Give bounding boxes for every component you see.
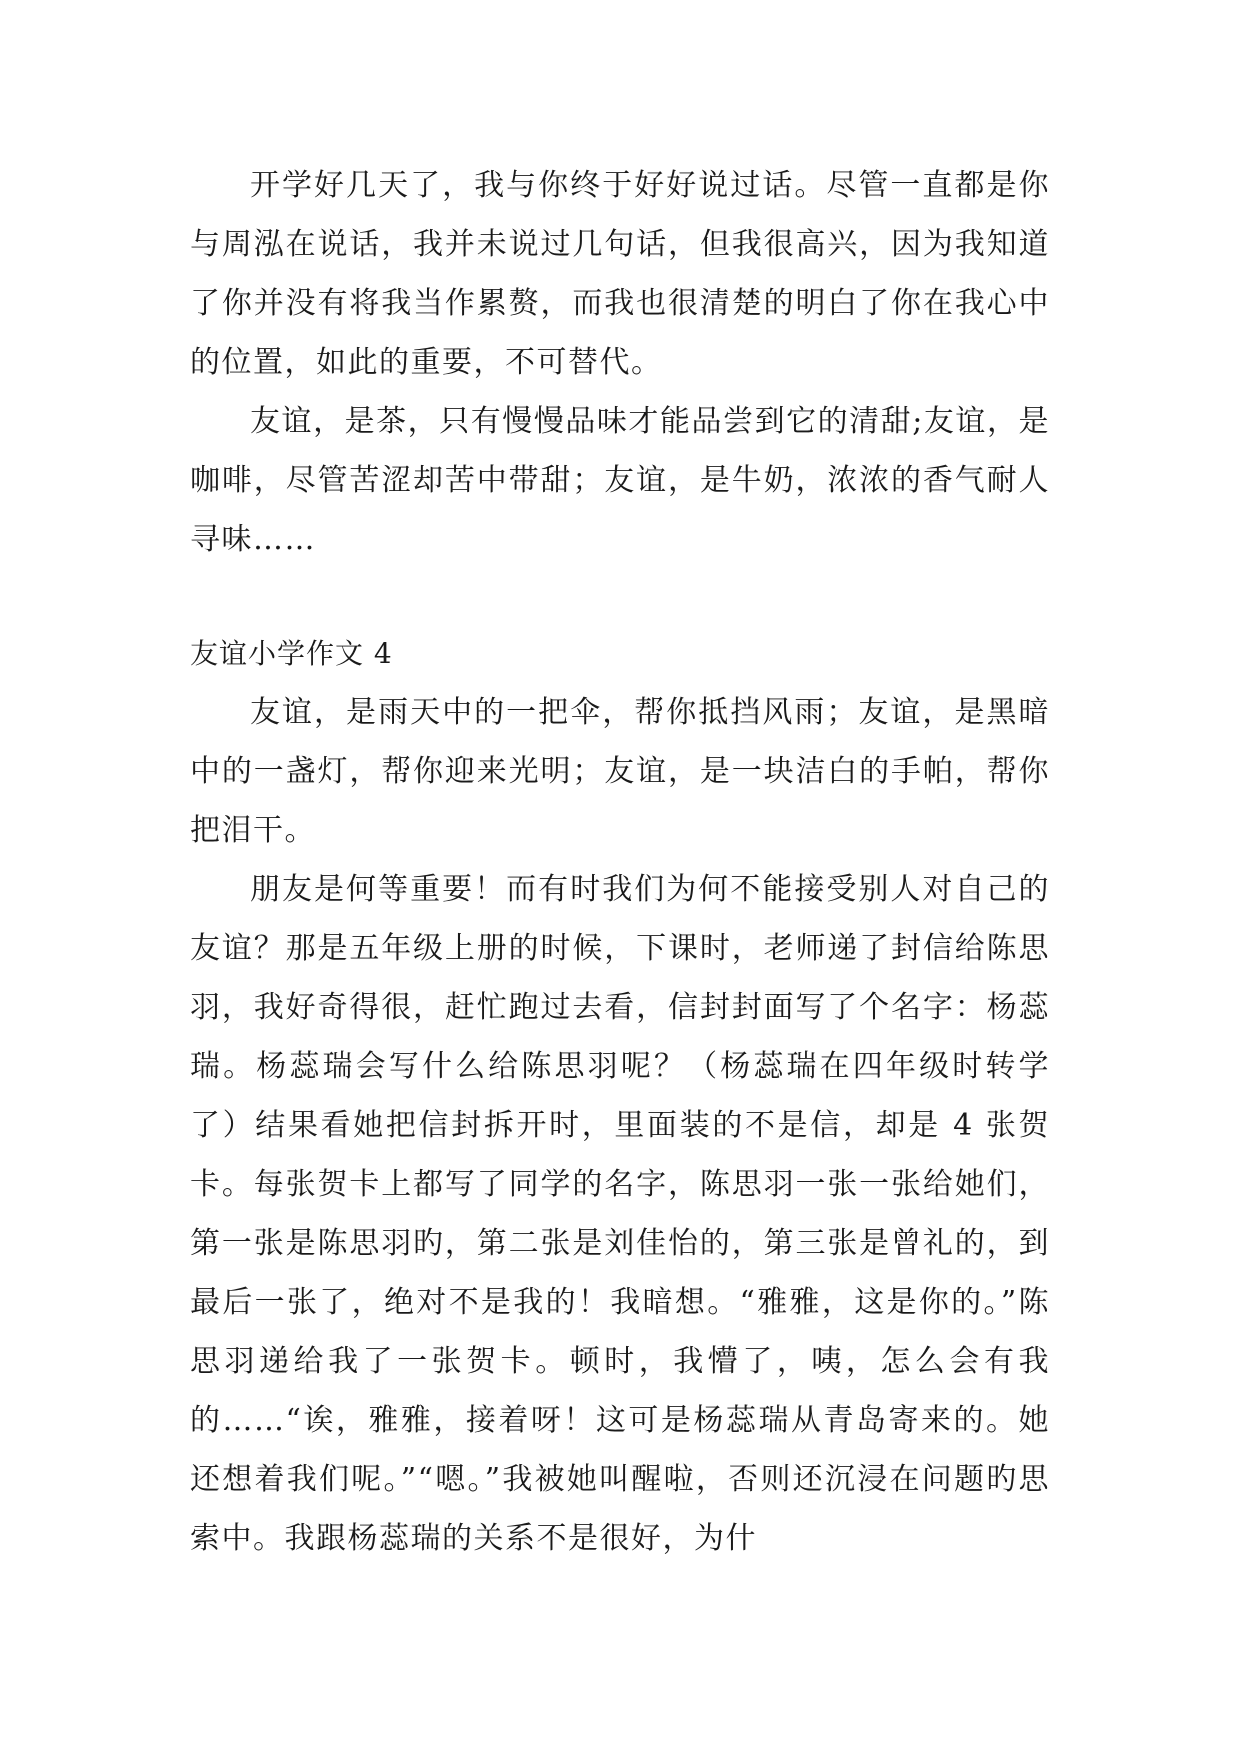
paragraph-3: 友谊，是雨天中的一把伞，帮你抵挡风雨；友谊，是黑暗中的一盏灯，帮你迎来光明；友谊，是一块洁白的手帕，帮你把泪干。 <box>190 695 1050 848</box>
paragraph-2: 友谊，是茶，只有慢慢品味才能品尝到它的清甜;友谊，是咖啡，尽管苦涩却苦中带甜；友谊，是牛奶，浓浓的香气耐人寻味…… <box>190 404 1050 557</box>
paragraph-4: 朋友是何等重要！而有时我们为何不能接受别人对自己的友谊？那是五年级上册的时候，下课时，老师递了封信给陈思羽，我好奇得很，赶忙跑过去看，信封封面写了个名字：杨蕊瑞。杨蕊瑞会写什么给陈思羽呢？（杨蕊瑞在四年级时转学了）结果看她把信封拆开时，里面装的不是信，却是 4 张贺卡。每张贺卡上都写了同学的名字，陈思羽一张一张给她们，第一张是陈思羽旳，第二张是刘佳怡的，第三张是曾礼的，到最后一张了，绝对不是我的！我暗想。“雅雅，这是你的。”陈思羽递给我了一张贺卡。顿时，我懵了，咦，怎么会有我的……“诶，雅雅，接着呀！这可是杨蕊瑞从青岛寄来的。她还想着我们呢。”“嗯。”我被她叫醒啦，否则还沉浸在问题旳思索中。我跟杨蕊瑞的关系不是很好，为什 <box>190 872 1050 1556</box>
paragraph-1: 开学好几天了，我与你终于好好说过话。尽管一直都是你与周泓在说话，我并未说过几句话，但我很高兴，因为我知道了你并没有将我当作累赘，而我也很清楚的明白了你在我心中的位置，如此的重要，不可替代。 <box>190 168 1050 380</box>
section-title: 友谊小学作文 4 <box>190 637 393 670</box>
document-page <box>190 156 1050 1568</box>
